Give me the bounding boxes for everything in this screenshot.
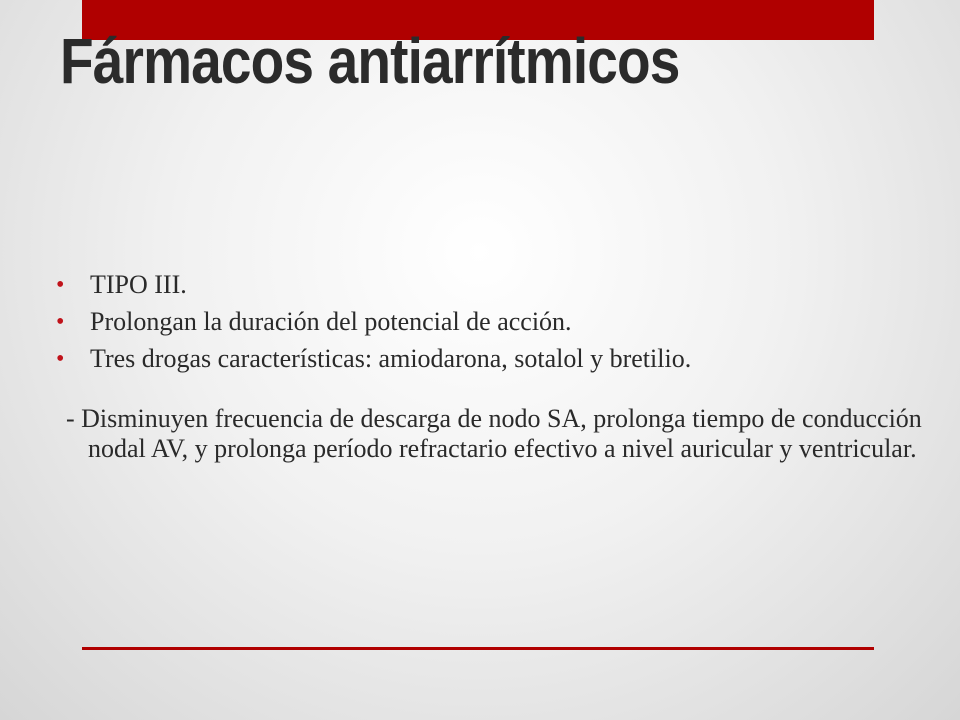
bullet-item xyxy=(56,270,906,300)
slide-title: Fármacos antiarrítmicos xyxy=(60,25,680,97)
sub-item-text: - Disminuyen frecuencia de descarga de nodo SA, prolonga tiempo de conducción nodal AV, y prolonga período refractario efectivo a nivel auricular y ventricular. xyxy=(66,404,922,463)
bullet-text: Tres drogas características: amiodarona, sotalol y bretilio. xyxy=(90,344,692,373)
bullet-text: Prolongan la duración del potencial de acción. xyxy=(90,307,572,336)
bullet-dot-icon: • xyxy=(56,346,65,372)
bullet-text: TIPO III. xyxy=(90,270,187,299)
bullet-dot-icon: • xyxy=(56,272,65,298)
bullet-item xyxy=(56,344,906,374)
bottom-accent-line xyxy=(82,647,874,650)
bullet-item xyxy=(56,307,906,337)
bullet-list xyxy=(56,270,906,381)
bullet-dot-icon: • xyxy=(56,309,65,335)
